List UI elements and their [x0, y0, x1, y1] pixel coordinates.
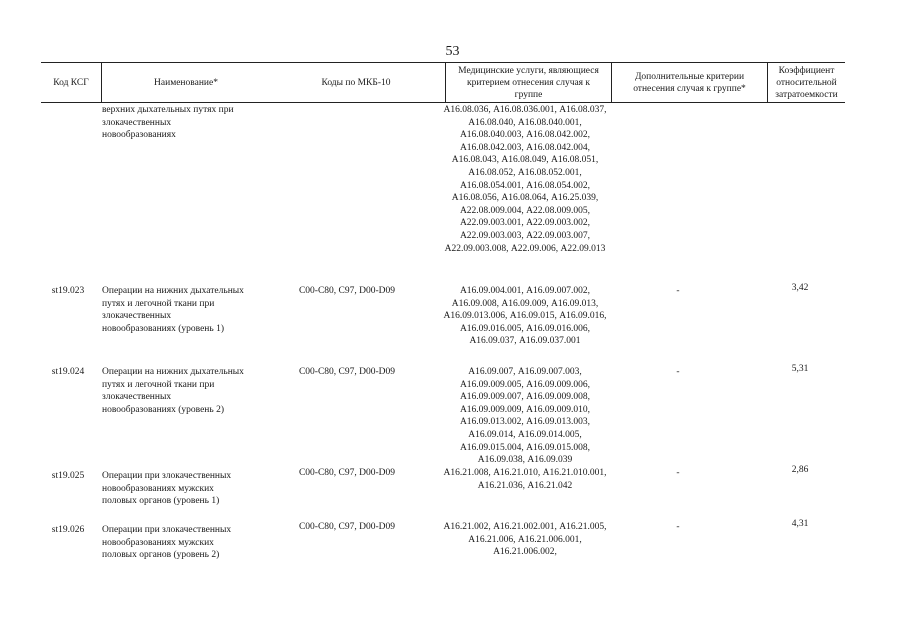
header-name: Наименование* — [154, 77, 218, 88]
row-code: st19.026 — [51, 525, 85, 535]
row-code: st19.024 — [51, 367, 85, 377]
table-header — [41, 62, 845, 103]
continuation-name: верхних дыхательных путях при злокачественных новообразованиях — [102, 105, 234, 141]
header-services: Медицинские услуги, являющиеся критерием отнесения случая к группе — [445, 63, 611, 102]
row-extra-criteria: - — [676, 367, 680, 377]
row-mkb: С00-С80, С97, D00-D09 — [298, 522, 396, 532]
header-extra-criteria: Дополнительные критерии отнесения случая к группе* — [611, 63, 767, 102]
row-extra-criteria: - — [676, 522, 680, 532]
row-services: А16.09.004.001, А16.09.007.002, А16.09.008, А16.09.009, А16.09.013, А16.09.013.006, А16.09.015, А16.09.016, А16.09.016.005, А16.09.016.006, А16.09.037, А16.09.037.001 — [443, 286, 607, 347]
header-code: Код КСГ — [41, 63, 102, 102]
header-mkb: Коды по МКБ-10 — [321, 77, 391, 88]
row-name: Операции на нижних дыхательных путях и легочной ткани при злокачественных новообразованиях (уровень 2) — [102, 367, 244, 415]
row-mkb: С00-С80, С97, D00-D09 — [298, 367, 396, 377]
row-coefficient: 2,86 — [791, 465, 809, 475]
row-coefficient: 3,42 — [791, 283, 809, 293]
row-coefficient: 5,31 — [791, 364, 809, 374]
row-coefficient: 4,31 — [791, 519, 809, 529]
header-coefficient: Коэффициент относительной затратоемкости — [767, 63, 845, 102]
page-number: 53 — [445, 44, 460, 59]
row-services: А16.21.008, А16.21.010, А16.21.010.001, А16.21.036, А16.21.042 — [443, 468, 607, 491]
row-name: Операции при злокачественных новообразованиях мужских половых органов (уровень 1) — [102, 471, 232, 507]
row-code: st19.025 — [51, 471, 85, 481]
row-services: А16.21.002, А16.21.002.001, А16.21.005, А16.21.006, А16.21.006.001, А16.21.006.002, — [443, 522, 607, 558]
continuation-services: А16.08.036, А16.08.036.001, А16.08.037, А16.08.040, А16.08.040.001, А16.08.040.003, А16.08.042.002, А16.08.042.003, А16.08.042.004, А16.08.043, А16.08.049, А16.08.051, А16.08.052, А16.08.052.001, А16.08.054.001, А16.08.054.002, А16.08.056, А16.08.064, А16.25.039, А22.08.009.004, А22.08.009.005, А22.09.003.001, А22.09.003.002, А22.09.003.003, А22.09.003.007, А22.09.003.008, А22.09.006, А22.09.013 — [443, 105, 607, 254]
row-name: Операции на нижних дыхательных путях и легочной ткани при злокачественных новообразованиях (уровень 1) — [102, 286, 244, 334]
row-code: st19.023 — [51, 286, 85, 296]
row-services: А16.09.007, А16.09.007.003, А16.09.009.005, А16.09.009.006, А16.09.009.007, А16.09.009.008, А16.09.009.009, А16.09.009.010, А16.09.013.002, А16.09.013.003, А16.09.014, А16.09.014.005, А16.09.015.004, А16.09.015.008, А16.09.038, А16.09.039 — [459, 367, 591, 466]
row-name: Операции при злокачественных новообразованиях мужских половых органов (уровень 2) — [102, 525, 232, 561]
row-mkb: С00-С80, С97, D00-D09 — [298, 286, 396, 296]
row-extra-criteria: - — [676, 468, 680, 478]
row-extra-criteria: - — [676, 286, 680, 296]
row-mkb: С00-С80, С97, D00-D09 — [298, 468, 396, 478]
